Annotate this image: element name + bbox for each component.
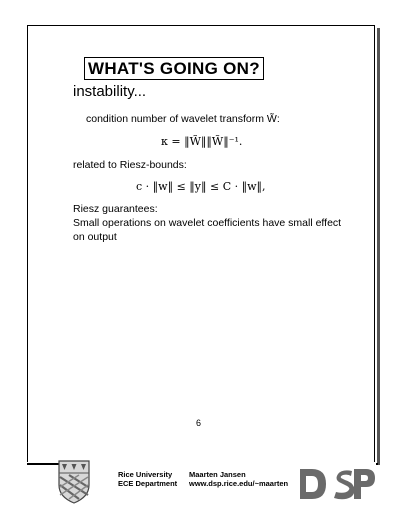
condition-number-formula: κ = ‖W̃‖‖W̃‖⁻¹. (161, 135, 243, 148)
dsp-logo-icon (298, 463, 376, 505)
riesz-intro-text: related to Riesz-bounds: (73, 159, 187, 171)
frame-top-border (27, 25, 374, 26)
footer-department: ECE Department (118, 479, 178, 488)
riesz-guarantees-line-2: on output (73, 231, 117, 243)
footer-author: Maarten Jansen (189, 470, 246, 479)
frame-shadow (377, 28, 380, 465)
slide-subtitle: instability... (73, 83, 147, 100)
frame-left-border (27, 25, 28, 462)
riesz-guarantees-line-1: Small operations on wavelet coefficients have small effect (73, 217, 342, 229)
footer-url: www.dsp.rice.edu/~maarten (189, 479, 289, 488)
footer-institution: Rice University (118, 470, 173, 479)
slide-title: WHAT'S GOING ON? (84, 57, 264, 80)
frame-right-border (374, 25, 375, 462)
riesz-bounds-formula: c · ‖w‖ ≤ ‖y‖ ≤ C · ‖w‖, (136, 180, 266, 193)
condition-number-text: condition number of wavelet transform W̃: (86, 113, 280, 125)
rice-crest-icon (57, 459, 91, 505)
page-number: 6 (196, 418, 202, 428)
riesz-guarantees-heading: Riesz guarantees: (73, 203, 158, 215)
